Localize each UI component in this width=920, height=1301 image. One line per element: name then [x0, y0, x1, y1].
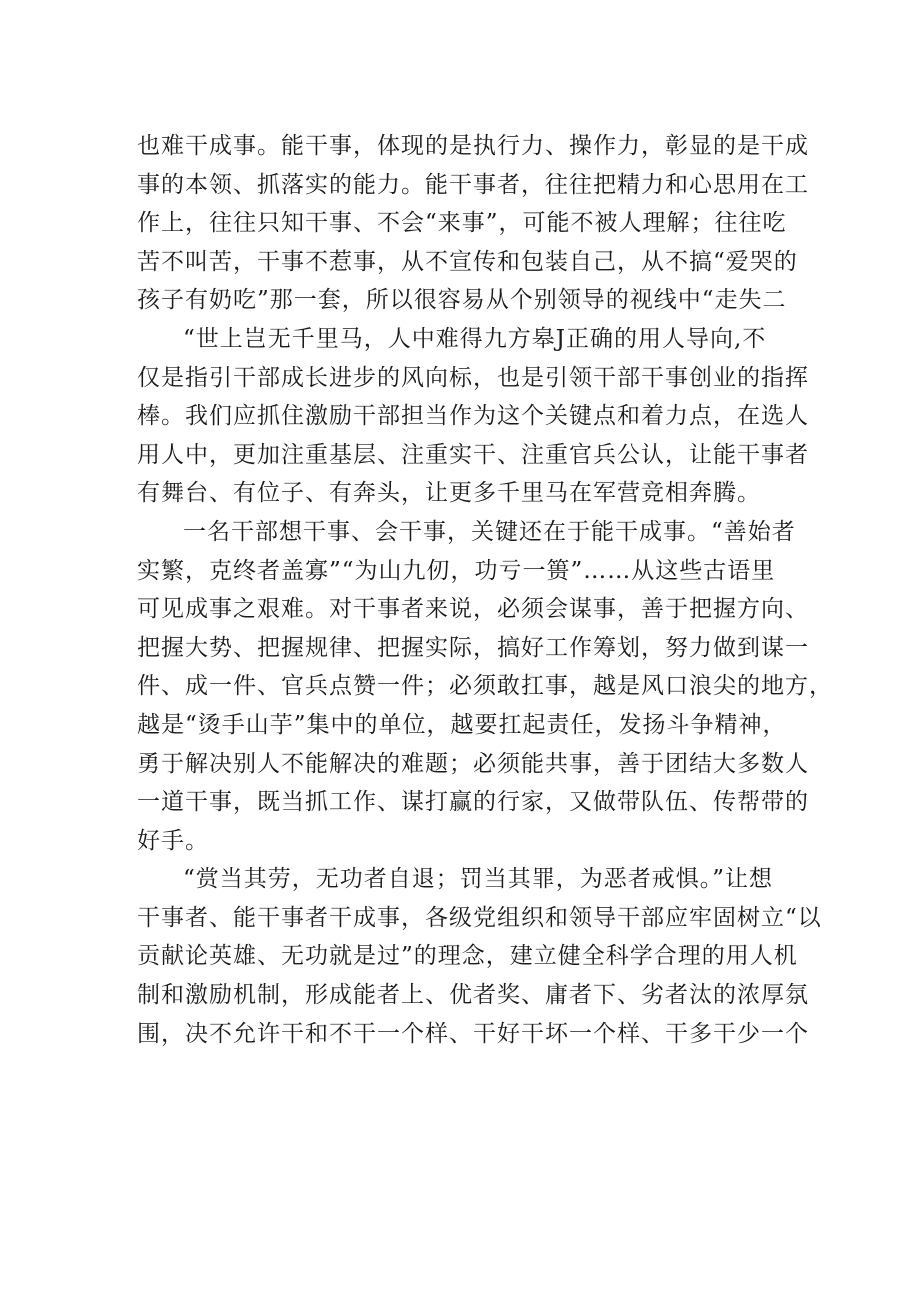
text-line: 件、成一件、官兵点赞一件；必须敢扛事，越是风口浪尖的地方，	[137, 673, 833, 700]
text-line: 一道干事，既当抓工作、谋打赢的行家，又做带队伍、传帮带的	[137, 789, 809, 816]
text-line: 孩子有奶吃”那一套，所以很容易从个别领导的视线中“走失二	[137, 287, 787, 314]
text-line: 可见成事之艰难。对干事者来说，必须会谋事，善于把握方向、	[137, 596, 809, 623]
text-line: 干事者、能干事者干成事，各级党组织和领导干部应牢固树立“以	[137, 904, 822, 931]
text-line: 勇于解决别人不能解决的难题；必须能共事，善于团结大多数人	[137, 750, 809, 777]
text-line: 用人中，更加注重基层、注重实干、注重官兵公认，让能干事者	[137, 441, 809, 468]
text-line: 有舞台、有位子、有奔头，让更多千里马在军营竞相奔腾。	[137, 480, 761, 507]
body-text	[137, 127, 833, 1053]
text-line: “世上岂无千里马，人中难得九方皋J正确的用人导向,不	[183, 325, 767, 352]
text-line: 好手。	[137, 827, 209, 854]
text-line: 一名干部想干事、会干事，关键还在于能干成事。“善始者	[183, 518, 796, 545]
text-line: 苦不叫苦，干事不惹事，从不宣传和包装自己，从不搞“爱哭的	[137, 248, 798, 275]
text-line: 把握大势、把握规律、把握实际，搞好工作筹划，努力做到谋一	[137, 634, 809, 661]
text-line: 制和激励机制，形成能者上、优者奖、庸者下、劣者汰的浓厚氛	[137, 982, 809, 1009]
text-line: 贡献论英雄、无功就是过”的理念，建立健全科学合理的用人机	[137, 943, 798, 970]
text-line: 作上，往往只知干事、不会“来事”，可能不被人理解；往往吃	[137, 210, 787, 237]
text-line: 也难干成事。能干事，体现的是执行力、操作力，彰显的是干成	[137, 133, 809, 159]
text-line: 仅是指引干部成长进步的风向标，也是引领干部干事创业的指挥	[137, 364, 809, 391]
text-line: 棒。我们应抓住激励干部担当作为这个关键点和着力点，在选人	[137, 403, 809, 430]
text-line: 越是“烫手山芋”集中的单位，越要扛起责任，发扬斗争精神，	[137, 711, 787, 738]
text-line: 事的本领、抓落实的能力。能干事者，往往把精力和心思用在工	[137, 171, 809, 198]
text-line: “赏当其劳，无功者自退；罚当其罪，为恶者戒惧。”让想	[183, 866, 774, 893]
text-line: 围，决不允许干和不干一个样、干好干坏一个样、干多干少一个	[137, 1020, 809, 1047]
text-line: 实繁，克终者盖寡”“为山九仞，功亏一篑”……从这些古语里	[137, 557, 776, 584]
